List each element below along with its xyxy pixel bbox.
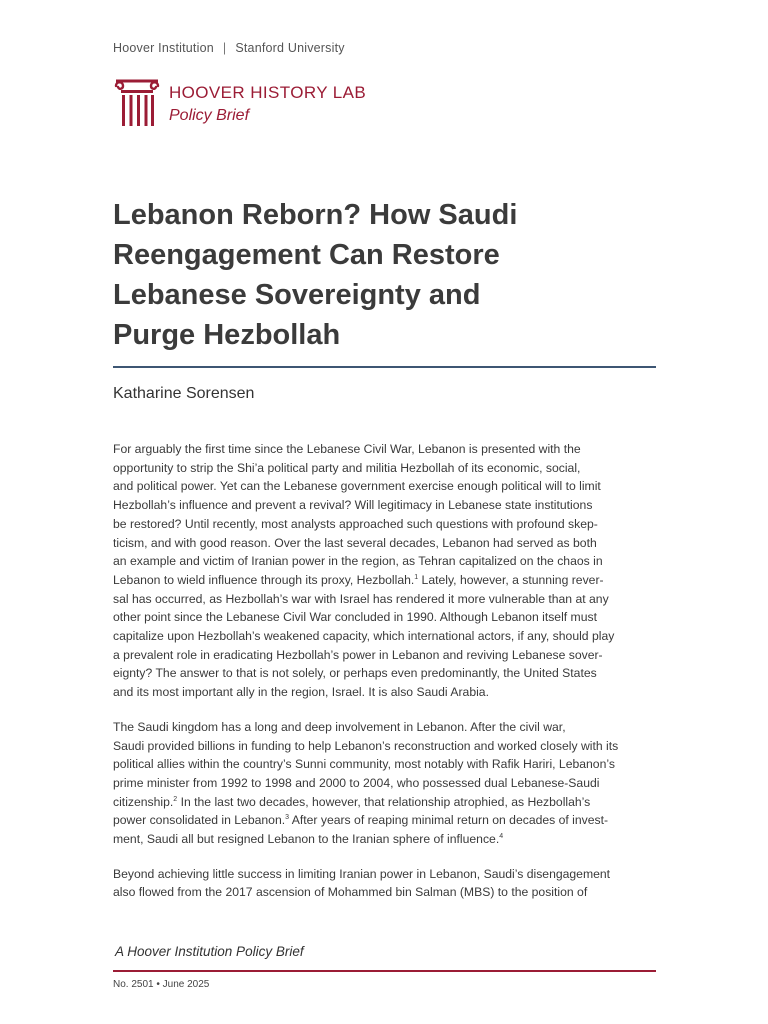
line-text: ment, Saudi all but resigned Lebanon to the Iranian sphere of influence. (113, 832, 500, 847)
line-text: political allies within the country’s Sunni community, most notably with Rafik Hariri, Lebanon’s (113, 757, 615, 772)
line-text: ticism, and with good reason. Over the last several decades, Lebanon had served as both (113, 535, 597, 550)
author-name: Katharine Sorensen (113, 385, 255, 402)
paragraph-line (113, 440, 658, 459)
line-text-continued: Lately, however, a stunning rever- (418, 572, 604, 587)
paragraph-line (113, 477, 658, 496)
line-text: capitalize upon Hezbollah’s weakened capacity, which international actors, if any, should play (113, 629, 615, 644)
paragraph-line (113, 590, 658, 609)
title-line: Lebanese Sovereignty and (113, 279, 481, 311)
paragraph-line (113, 552, 658, 571)
line-text: an example and victim of Iranian power in the region, as Tehran capitalized on the chaos in (113, 554, 603, 569)
footer-divider (113, 970, 656, 972)
footer-meta: No. 2501 • June 2025 (113, 979, 210, 990)
page-title (113, 195, 658, 355)
line-text: opportunity to strip the Shi’a political party and militia Hezbollah of its economic, social, (113, 460, 581, 475)
line-text-continued: After years of reaping minimal return on decades of invest- (289, 813, 609, 828)
paragraph-line (113, 646, 658, 665)
line-text: sal has occurred, as Hezbollah’s war with Israel has rendered it more vulnerable than at any (113, 591, 609, 606)
paragraph-line (113, 718, 658, 737)
line-text: For arguably the first time since the Lebanese Civil War, Lebanon is presented with the (113, 442, 581, 456)
paragraph-line (113, 737, 658, 756)
line-text: and its most important ally in the region, Israel. It is also Saudi Arabia. (113, 685, 489, 700)
line-text: prime minister from 1992 to 1998 and 2000 to 2004, who possessed dual Lebanese-Saudi (113, 775, 600, 790)
paragraph-line (113, 883, 658, 902)
paragraph-line (113, 811, 658, 830)
separator: | (222, 41, 227, 55)
footnote-marker: 3 (285, 814, 290, 822)
paragraph-line (113, 496, 658, 515)
article-body (113, 440, 658, 918)
title-divider (113, 366, 656, 368)
line-text: other point since the Lebanese Civil War concluded in 1990. Although Lebanon itself must (113, 610, 597, 625)
line-text: and political power. Yet can the Lebanese government exercise enough political will to limit (113, 479, 601, 494)
line-text: The Saudi kingdom has a long and deep involvement in Lebanon. After the civil war, (113, 719, 566, 734)
line-text: Saudi provided billions in funding to help Lebanon’s reconstruction and worked closely with its (113, 738, 619, 753)
line-text: be restored? Until recently, most analysts approached such questions with profound skep- (113, 516, 598, 531)
paragraph-line (113, 571, 658, 590)
line-text-continued: In the last two decades, however, that relationship atrophied, as Hezbollah’s (177, 794, 591, 809)
footnote-marker: 2 (173, 795, 178, 803)
institution-line (113, 41, 345, 55)
paragraph-line (113, 755, 658, 774)
paragraph (113, 440, 658, 702)
paragraph-line (113, 774, 658, 793)
lab-name: HOOVER HISTORY LAB (169, 83, 367, 102)
paragraph-line (113, 608, 658, 627)
footnote-marker: 1 (414, 573, 419, 581)
line-text: citizenship. (113, 794, 174, 809)
paragraph-line (113, 664, 658, 683)
paragraph-line (113, 627, 658, 646)
paragraph-line (113, 793, 658, 812)
paragraph (113, 865, 658, 902)
line-text: a prevalent role in eradicating Hezbollah’s power in Lebanon and reviving Lebanese sover- (113, 647, 603, 662)
paragraph-line (113, 515, 658, 534)
line-text: Lebanon to wield influence through its proxy, Hezbollah. (113, 572, 415, 587)
paragraph-line (113, 830, 658, 849)
paragraph-line (113, 459, 658, 478)
paragraph-line (113, 865, 658, 884)
column-icon (113, 78, 161, 128)
institution-name: Hoover Institution (113, 41, 214, 55)
footnote-marker: 4 (499, 833, 504, 840)
title-line: Reengagement Can Restore (113, 239, 500, 271)
line-text: Beyond achieving little success in limiting Iranian power in Lebanon, Saudi’s disengagement (113, 866, 611, 881)
line-text: power consolidated in Lebanon. (113, 813, 286, 828)
line-text: eignty? The answer to that is not solely, or perhaps even predominantly, the United States (113, 666, 597, 681)
title-line: Purge Hezbollah (113, 319, 341, 351)
paragraph-line (113, 534, 658, 553)
line-text: also flowed from the 2017 ascension of Mohammed bin Salman (MBS) to the position of (113, 885, 588, 900)
line-text: Hezbollah’s influence and prevent a revival? Will legitimacy in Lebanese state institutions (113, 498, 593, 513)
university-name: Stanford University (235, 41, 345, 55)
series-name: Policy Brief (169, 107, 250, 124)
paragraph-line (113, 683, 658, 702)
title-line: Lebanon Reborn? How Saudi (113, 199, 518, 231)
footer-label: A Hoover Institution Policy Brief (115, 944, 304, 959)
paragraph (113, 718, 658, 849)
